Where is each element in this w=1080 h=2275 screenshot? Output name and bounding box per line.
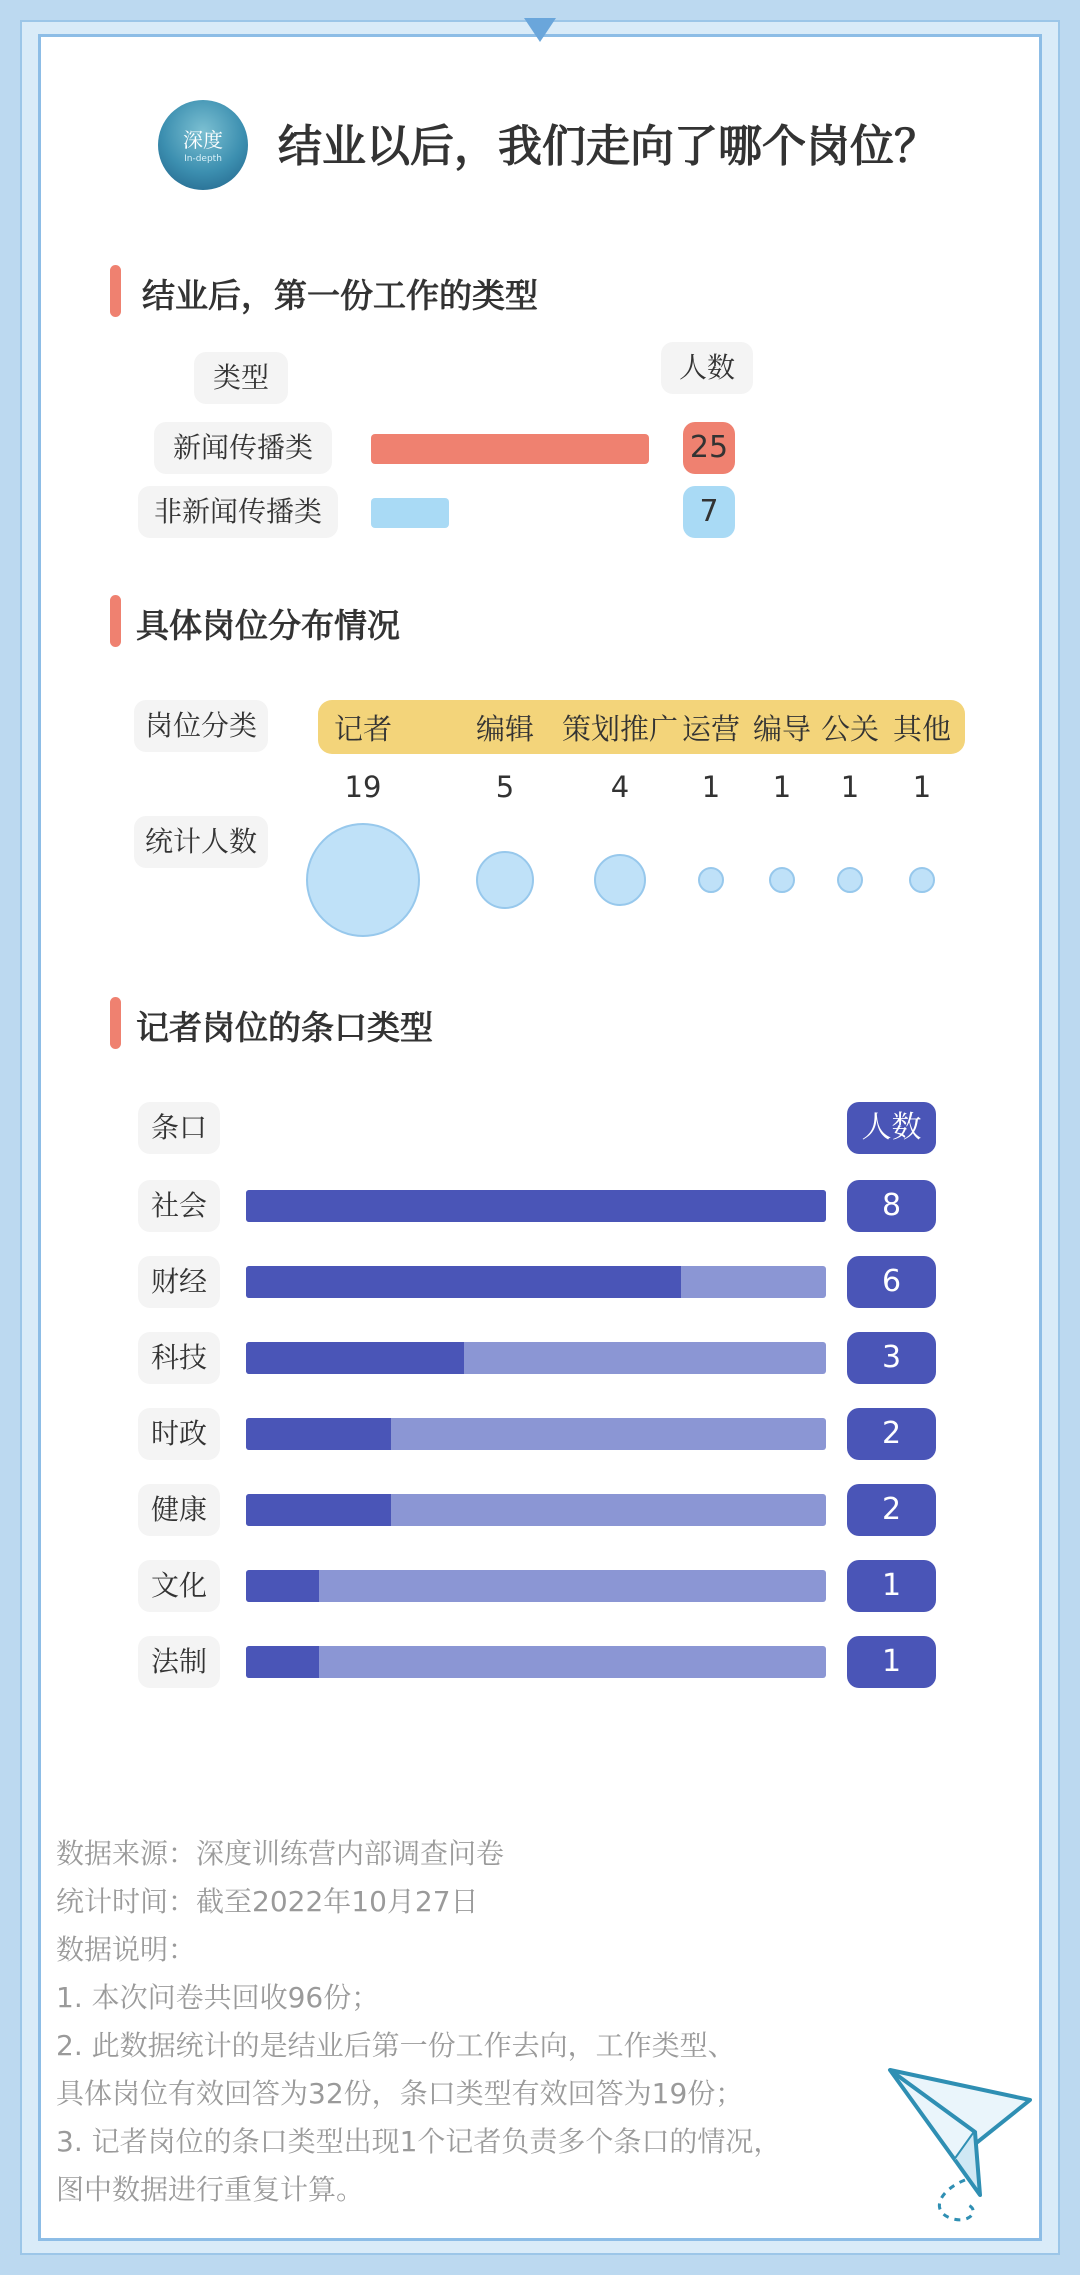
beat-bar-track [246, 1646, 826, 1678]
column-header-beat-count: 人数 [847, 1102, 936, 1154]
beat-count: 8 [847, 1180, 936, 1232]
column-header-type: 类型 [194, 352, 288, 404]
beat-label: 社会 [138, 1180, 220, 1232]
category-label: 运营 [681, 712, 740, 746]
beat-bar-track [246, 1418, 826, 1450]
page-title: 结业以后，我们走向了哪个岗位？ [278, 121, 938, 172]
count-bubble [698, 867, 724, 893]
beat-bar-track [246, 1266, 826, 1298]
beat-label: 科技 [138, 1332, 220, 1384]
beat-bar-fill [246, 1190, 826, 1222]
category-count: 1 [912, 770, 932, 804]
beat-label: 法制 [138, 1636, 220, 1688]
beat-bar-track [246, 1570, 826, 1602]
category-count: 1 [772, 770, 792, 804]
footer-line: 数据来源：深度训练营内部调查问卷 [56, 1837, 505, 1870]
footer-line: 1. 本次问卷共回收96份； [56, 1981, 380, 2014]
category-label: 编辑 [475, 712, 534, 746]
paper-plane-icon [880, 2060, 1040, 2230]
column-header-count: 人数 [661, 342, 753, 394]
beat-count: 2 [847, 1408, 936, 1460]
beat-bar-fill [246, 1494, 391, 1526]
beat-bar-track [246, 1190, 826, 1222]
count-bubble [476, 851, 534, 909]
beat-label: 时政 [138, 1408, 220, 1460]
beat-bar-fill [246, 1570, 319, 1602]
section2-title: 具体岗位分布情况 [136, 606, 400, 645]
beat-count: 3 [847, 1332, 936, 1384]
beat-label: 文化 [138, 1560, 220, 1612]
count-bubble [837, 867, 863, 893]
type-bar [371, 498, 449, 528]
category-label: 编导 [752, 712, 811, 746]
category-count: 1 [701, 770, 721, 804]
section3-accent-bar [110, 997, 121, 1049]
count-bubble [769, 867, 795, 893]
category-count: 5 [495, 770, 515, 804]
footer-line: 图中数据进行重复计算。 [56, 2173, 365, 2206]
category-count: 19 [344, 770, 382, 804]
category-label: 公关 [820, 712, 879, 746]
beat-count: 1 [847, 1560, 936, 1612]
footer-line: 具体岗位有效回答为32份，条口类型有效回答为19份； [56, 2077, 744, 2110]
top-notch-marker [524, 18, 556, 42]
type-bar [371, 434, 649, 464]
count-bubble [306, 823, 420, 937]
row-label-category: 岗位分类 [134, 700, 268, 752]
beat-count: 2 [847, 1484, 936, 1536]
type-count: 25 [683, 422, 735, 474]
section1-accent-bar [110, 265, 121, 317]
section1-title: 结业后，第一份工作的类型 [142, 276, 538, 315]
count-bubble [594, 854, 646, 906]
beat-label: 财经 [138, 1256, 220, 1308]
beat-bar-fill [246, 1418, 391, 1450]
type-count: 7 [683, 486, 735, 538]
category-label: 策划推广 [561, 712, 678, 746]
section2-accent-bar [110, 595, 121, 647]
category-label: 其他 [892, 712, 951, 746]
beat-bar-track [246, 1494, 826, 1526]
column-header-beat: 条口 [138, 1102, 220, 1154]
beat-bar-track [246, 1342, 826, 1374]
row-label-count: 统计人数 [134, 816, 268, 868]
footer-line: 2. 此数据统计的是结业后第一份工作去向，工作类型、 [56, 2029, 736, 2062]
logo-subtext: In-depth [184, 154, 222, 164]
footer-line: 统计时间：截至2022年10月27日 [56, 1885, 479, 1918]
count-bubble [909, 867, 935, 893]
beat-bar-fill [246, 1266, 681, 1298]
section3-title: 记者岗位的条口类型 [136, 1008, 433, 1047]
beat-bar-fill [246, 1342, 464, 1374]
beat-bar-fill [246, 1646, 319, 1678]
category-label: 记者 [333, 712, 392, 746]
footer-line: 数据说明： [56, 1933, 197, 1966]
category-count: 4 [610, 770, 630, 804]
category-count: 1 [840, 770, 860, 804]
beat-count: 6 [847, 1256, 936, 1308]
beat-count: 1 [847, 1636, 936, 1688]
logo-text: 深度 [183, 128, 223, 152]
brand-logo [158, 100, 248, 190]
footer-line: 3. 记者岗位的条口类型出现1个记者负责多个条口的情况， [56, 2125, 782, 2158]
beat-label: 健康 [138, 1484, 220, 1536]
type-label: 新闻传播类 [154, 422, 332, 474]
type-label: 非新闻传播类 [138, 486, 338, 538]
